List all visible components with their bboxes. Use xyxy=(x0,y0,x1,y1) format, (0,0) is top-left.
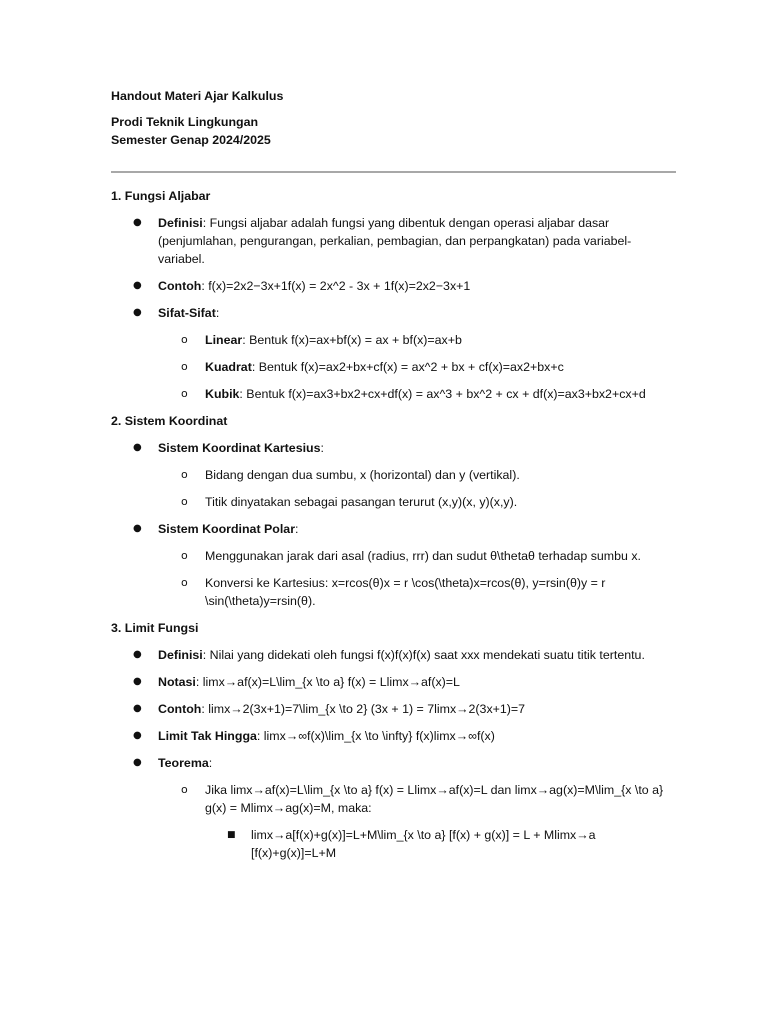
program-name: Prodi Teknik Lingkungan xyxy=(111,115,259,129)
list-item-text xyxy=(158,727,676,745)
list-item-text xyxy=(205,781,676,817)
list-item xyxy=(111,781,676,817)
bullet-marker: ● xyxy=(133,703,142,714)
bullet-marker: ● xyxy=(133,676,142,687)
list-item xyxy=(111,727,676,745)
item-description: Konversi ke Kartesius: x=rcos⁡(θ)x = r \cos(\theta)x=rcos(θ), y=rsin⁡(θ)y = r \sin(\theta)y=rsin(θ). xyxy=(205,576,606,608)
item-description: : lim⁡x→2(3x+1)=7\lim_{x \to 2} (3x + 1) = 7limx→2(3x+1)=7 xyxy=(201,702,526,716)
list-item-text xyxy=(205,466,676,484)
item-description: : f(x)=2x2−3x+1f(x) = 2x^2 - 3x + 1f(x)=2x2−3x+1 xyxy=(201,279,471,293)
list-item xyxy=(111,700,676,718)
list-item xyxy=(111,493,676,511)
bullet-marker: ● xyxy=(133,649,142,660)
sublist-wrapper xyxy=(111,547,676,610)
bullet-marker: ● xyxy=(133,307,142,318)
list-item-text xyxy=(158,214,676,268)
term-label: Contoh xyxy=(158,702,202,716)
bullet-marker: ● xyxy=(133,730,142,741)
list-item xyxy=(111,574,676,610)
item-description: : xyxy=(320,441,324,455)
list-item-text xyxy=(251,826,676,862)
list-item xyxy=(111,214,676,268)
list-level-1 xyxy=(111,646,676,862)
document-page xyxy=(111,87,676,871)
section-title: 2. Sistem Koordinat xyxy=(111,414,228,428)
section-title: 3. Limit Fungsi xyxy=(111,621,199,635)
bullet-marker: o xyxy=(181,576,188,589)
term-label: Definisi xyxy=(158,648,203,662)
sublist-wrapper xyxy=(111,826,676,862)
bullet-marker: o xyxy=(181,360,188,373)
list-item-text xyxy=(205,358,676,376)
term-label: Teorema xyxy=(158,756,209,770)
list-level-1 xyxy=(111,214,676,403)
bullet-marker: ● xyxy=(133,442,142,453)
term-label: Limit Tak Hingga xyxy=(158,729,257,743)
list-item xyxy=(111,673,676,691)
list-item xyxy=(111,466,676,484)
document-content xyxy=(111,187,676,862)
item-description: : Fungsi aljabar adalah fungsi yang dibentuk dengan operasi aljabar dasar (penjumlahan, pengurangan, perkalian, pembagian, dan perpangkatan) pada variabel-variabel. xyxy=(158,216,632,266)
list-level-2 xyxy=(111,466,676,511)
term-label: Linear xyxy=(205,333,243,347)
item-description: : lim⁡x→∞f(x)\lim_{x \to \infty} f(x)limx→∞f(x) xyxy=(256,729,495,743)
item-description: : Nilai yang didekati oleh fungsi f(x)f(x)f(x) saat xxx mendekati suatu titik tertentu. xyxy=(202,648,645,662)
bullet-marker: o xyxy=(181,549,188,562)
list-item-text xyxy=(205,331,676,349)
list-item-text xyxy=(158,304,676,322)
list-item xyxy=(111,385,676,403)
list-item-text xyxy=(158,439,676,457)
sublist-wrapper xyxy=(111,331,676,403)
term-label: Contoh xyxy=(158,279,202,293)
term-label: Sistem Koordinat Polar xyxy=(158,522,296,536)
term-label: Kubik xyxy=(205,387,240,401)
list-item xyxy=(111,304,676,322)
bullet-marker: o xyxy=(181,333,188,346)
header-gap xyxy=(111,105,676,113)
bullet-marker: ● xyxy=(133,523,142,534)
bullet-marker: o xyxy=(181,387,188,400)
section xyxy=(111,619,676,862)
list-item-text xyxy=(158,520,676,538)
horizontal-divider xyxy=(111,171,676,173)
list-item-text xyxy=(158,277,676,295)
bullet-marker: ● xyxy=(133,757,142,768)
item-description: : xyxy=(208,756,213,770)
item-description: Titik dinyatakan sebagai pasangan terurut (x,y)(x, y)(x,y). xyxy=(205,495,518,509)
term-label: Sifat-Sifat xyxy=(158,306,216,320)
term-label: Definisi xyxy=(158,216,203,230)
list-level-2 xyxy=(111,781,676,862)
sublist-wrapper xyxy=(111,466,676,511)
list-item xyxy=(111,826,676,862)
list-level-2 xyxy=(111,547,676,610)
bullet-marker: o xyxy=(181,495,188,508)
item-description: : Bentuk f(x)=ax3+bx2+cx+df(x) = ax^3 + bx^2 + cx + df(x)=ax3+bx2+cx+d xyxy=(239,387,646,401)
list-item xyxy=(111,358,676,376)
item-description: : Bentuk f(x)=ax+bf(x) = ax + bf(x)=ax+b xyxy=(242,333,462,347)
item-description: : Bentuk f(x)=ax2+bx+cf(x) = ax^2 + bx + cf(x)=ax2+bx+c xyxy=(251,360,564,374)
item-description: Menggunakan jarak dari asal (radius, rrr) dan sudut θ\thetaθ terhadap sumbu x. xyxy=(205,549,641,563)
list-item xyxy=(111,331,676,349)
list-item xyxy=(111,439,676,457)
list-item-text xyxy=(205,385,676,403)
list-level-3 xyxy=(111,826,676,862)
list-item-text xyxy=(205,493,676,511)
term-label: Notasi xyxy=(158,675,196,689)
bullet-marker: ■ xyxy=(227,830,236,840)
list-item xyxy=(111,646,676,664)
section-title: 1. Fungsi Aljabar xyxy=(111,189,211,203)
list-item-text xyxy=(205,574,676,610)
item-description: : lim⁡x→af(x)=L\lim_{x \to a} f(x) = Llimx→af(x)=L xyxy=(195,675,460,689)
list-item-text xyxy=(158,646,676,664)
list-level-2 xyxy=(111,331,676,403)
list-item-text xyxy=(158,700,676,718)
term-label: Kuadrat xyxy=(205,360,252,374)
list-item-text xyxy=(205,547,676,565)
section xyxy=(111,412,676,610)
list-item-text xyxy=(158,673,676,691)
bullet-marker: ● xyxy=(133,217,142,228)
item-description: Bidang dengan dua sumbu, x (horizontal) dan y (vertikal). xyxy=(205,468,520,482)
bullet-marker: o xyxy=(181,468,188,481)
item-description: : xyxy=(295,522,299,536)
item-description: Jika lim⁡x→af(x)=L\lim_{x \to a} f(x) = Llimx→af(x)=L dan lim⁡x→ag(x)=M\lim_{x \to a} g(x) = Mlimx→ag(x)=M, maka: xyxy=(205,783,664,815)
bullet-marker: ● xyxy=(133,280,142,291)
bullet-marker: o xyxy=(181,783,188,796)
list-item xyxy=(111,754,676,772)
term-label: Sistem Koordinat Kartesius xyxy=(158,441,321,455)
list-item xyxy=(111,547,676,565)
sublist-wrapper xyxy=(111,781,676,862)
list-item xyxy=(111,277,676,295)
section xyxy=(111,187,676,403)
item-description: : xyxy=(215,306,220,320)
list-item-text xyxy=(158,754,676,772)
item-description: lim⁡x→a[f(x)+g(x)]=L+M\lim_{x \to a} [f(x) + g(x)] = L + Mlimx→a [f(x)+g(x)]=L+M xyxy=(251,828,596,860)
list-item xyxy=(111,520,676,538)
document-title: Handout Materi Ajar Kalkulus xyxy=(111,89,284,103)
semester-label: Semester Genap 2024/2025 xyxy=(111,133,271,147)
list-level-1 xyxy=(111,439,676,610)
